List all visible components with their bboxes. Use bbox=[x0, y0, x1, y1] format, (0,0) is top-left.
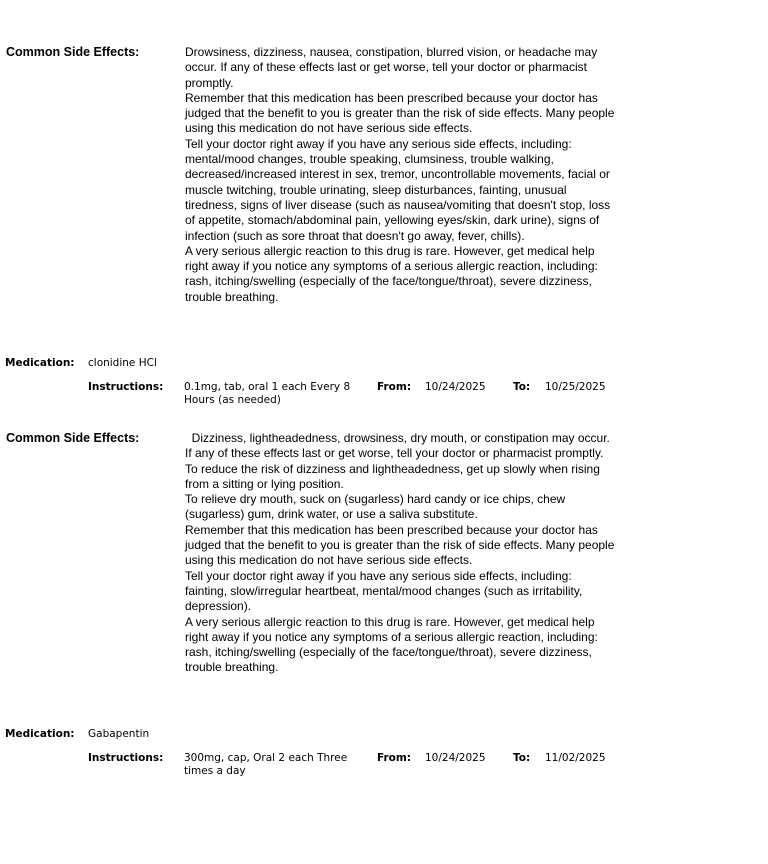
side-effects-paragraph: To relieve dry mouth, suck on (sugarless) hard candy or ice chips, chew (sugarless) gum, drink water, or use a saliva substitute. bbox=[185, 492, 566, 522]
side-effects-paragraph: Tell your doctor right away if you have any serious side effects, including: fainting, slow/irregular heartbeat, mental/mood changes (such as irritability, depression). bbox=[185, 568, 583, 614]
side-effects-paragraph: A very serious allergic reaction to this drug is rare. However, get medical help right away if you notice any symptoms of a serious allergic reaction, including: rash, itching/swelling (especially of the face/tongue/throat), severe dizziness, trouble breathing. bbox=[185, 243, 598, 304]
common-side-effects-text bbox=[185, 431, 615, 676]
side-effects-paragraph: Remember that this medication has been prescribed because your doctor has judged that the benefit to you is greater than the risk of side effects. Many people using this medication do not have serious side effects. bbox=[185, 90, 615, 136]
to-date: 11/02/2025 bbox=[545, 752, 606, 764]
from-date: 10/24/2025 bbox=[425, 752, 486, 764]
medication-label: Medication: bbox=[5, 728, 75, 740]
side-effects-paragraph: To reduce the risk of dizziness and lightheadedness, get up slowly when rising from a sitting or lying position. bbox=[185, 461, 600, 491]
to-label: To: bbox=[513, 381, 531, 393]
instructions-value: 0.1mg, tab, oral 1 each Every 8 Hours (as needed) bbox=[184, 381, 351, 406]
common-side-effects-text bbox=[185, 45, 615, 305]
common-side-effects-label: Common Side Effects: bbox=[6, 45, 140, 59]
from-label: From: bbox=[377, 381, 412, 393]
medication-label: Medication: bbox=[5, 357, 75, 369]
from-label: From: bbox=[377, 752, 412, 764]
instructions-value: 300mg, cap, Oral 2 each Three times a day bbox=[184, 752, 348, 777]
medication-name: Gabapentin bbox=[88, 728, 150, 740]
to-label: To: bbox=[513, 752, 531, 764]
common-side-effects-label: Common Side Effects: bbox=[6, 431, 140, 445]
medication-name: clonidine HCl bbox=[88, 357, 157, 369]
side-effects-paragraph: Tell your doctor right away if you have any serious side effects, including: mental/mood changes, trouble speaking, clumsiness, trouble walking, decreased/increased interest in sex, tremor, uncontrollable movements, facial or muscle twitching, trouble urinating, sleep disturbances, fainting, unusual tiredness, signs of liver disease (such as nausea/vomiting that doesn't stop, loss of appetite, stomach/abdominal pain, yellowing eyes/skin, dark urine), signs of infection (such as sore throat that doesn't go away, fever, chills). bbox=[185, 136, 611, 243]
side-effects-paragraph: Remember that this medication has been prescribed because your doctor has judged that the benefit to you is greater than the risk of side effects. Many people using this medication do not have serious side effects. bbox=[185, 522, 615, 568]
side-effects-paragraph: Dizziness, lightheadedness, drowsiness, dry mouth, or constipation may occur. If any of these effects last or get worse, tell your doctor or pharmacist promptly. bbox=[185, 431, 614, 461]
side-effects-paragraph: Drowsiness, dizziness, nausea, constipation, blurred vision, or headache may occur. If any of these effects last or get worse, tell your doctor or pharmacist promptly. bbox=[185, 45, 598, 90]
instructions-label: Instructions: bbox=[88, 752, 164, 764]
side-effects-paragraph: A very serious allergic reaction to this drug is rare. However, get medical help right away if you notice any symptoms of a serious allergic reaction, including: rash, itching/swelling (especially of the face/tongue/throat), severe dizziness, trouble breathing. bbox=[185, 614, 598, 675]
to-date: 10/25/2025 bbox=[545, 381, 606, 393]
from-date: 10/24/2025 bbox=[425, 381, 486, 393]
instructions-label: Instructions: bbox=[88, 381, 164, 393]
